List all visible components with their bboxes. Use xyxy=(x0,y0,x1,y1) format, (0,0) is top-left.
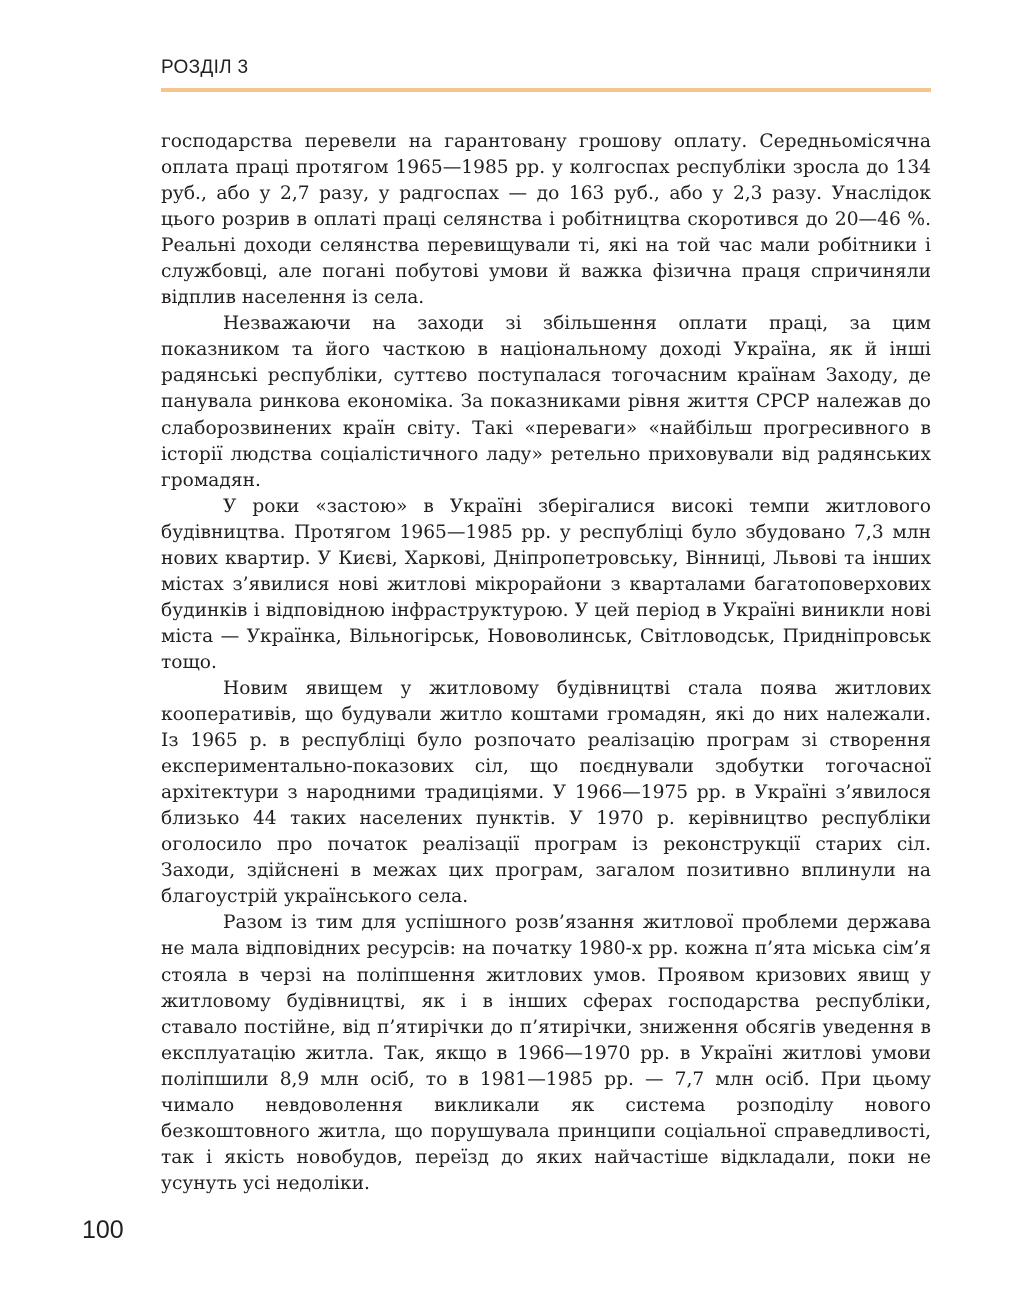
paragraph-2: Незважаючи на заходи зі збільшення оплати праці, за цим показником та його часткою в національному доході Україна, як й інші радянські республіки, суттєво поступалася тогочасним країнам Заходу, де панувала ринкова економіка. За показниками рівня життя СРСР належав до слаборозвинених країн світу. Такі «переваги» «найбільш прогресивного в історії людства соціалістичного ладу» ретельно приховували від радянських громадян. xyxy=(161,313,931,491)
running-header-section: РОЗДІЛ 3 xyxy=(161,57,249,78)
page-number: 100 xyxy=(82,1216,124,1244)
paragraph-1: господарства перевели на гарантовану грошову оплату. Середньомісячна оплата праці протягом 1965—1985 рр. у колгоспах республіки зросла до 134 руб., або у 2,7 разу, у радгоспах — до 163 руб., або у 2,3 разу. Унаслідок цього розрив в оплаті праці селянства і робітництва скоротився до 20—46 %. Реальні доходи селянства перевищували ті, які на той час мали робітники і службовці, але погані побутові умови й важка фізична праця спричиняли відплив населення із села. xyxy=(161,131,931,309)
page-body-text xyxy=(161,129,931,1197)
paragraph-5: Разом із тим для успішного розв’язання житлової проблеми держава не мала відповідних ресурсів: на початку 1980-х рр. кожна п’ята міська сім’я стояла в черзі на поліпшення житлових умов. Проявом кризових явищ у житловому будівництві, як і в інших сферах господарства республіки, ставало постійне, від п’ятирічки до п’ятирічки, зниження обсягів уведення в експлуатацію житла. Так, якщо в 1966—1970 рр. в Україні житлові умови поліпшили 8,9 млн осіб, то в 1981—1985 рр. — 7,7 млн осіб. При цьому чимало невдоволення викликали як система розподілу нового безкоштовного житла, що порушувала принципи соціальної справедливості, так і якість новобудов, переїзд до яких найчастіше відкладали, поки не усунуть усі недоліки. xyxy=(161,912,931,1194)
header-divider xyxy=(161,88,931,92)
paragraph-3: У роки «застою» в Україні зберігалися високі темпи житлового будівництва. Протягом 1965—1985 рр. у республіці було збудовано 7,3 млн нових квартир. У Києві, Харкові, Дніпропетровську, Вінниці, Львові та інших містах з’явилися нові житлові мікрорайони з кварталами багатоповерхових будинків і відповідною інфраструктурою. У цей період в Україні виникли нові міста — Українка, Вільногірськ, Нововолинськ, Світловодськ, Придніпровськ тощо. xyxy=(161,495,931,673)
paragraph-4: Новим явищем у житловому будівництві стала поява житлових кооперативів, що будували житло коштами громадян, які до них належали. Із 1965 р. в республіці було розпочато реалізацію програм зі створення експериментально-показових сіл, що поєднували здобутки тогочасної архітектури з народними традиціями. У 1966—1975 рр. в Україні з’явилося близько 44 таких населених пунктів. У 1970 р. керівництво республіки оголосило про початок реалізації програм із реконструкції старих сіл. Заходи, здійснені в межах цих програм, загалом позитивно вплинули на благоустрій українського села. xyxy=(161,677,931,908)
